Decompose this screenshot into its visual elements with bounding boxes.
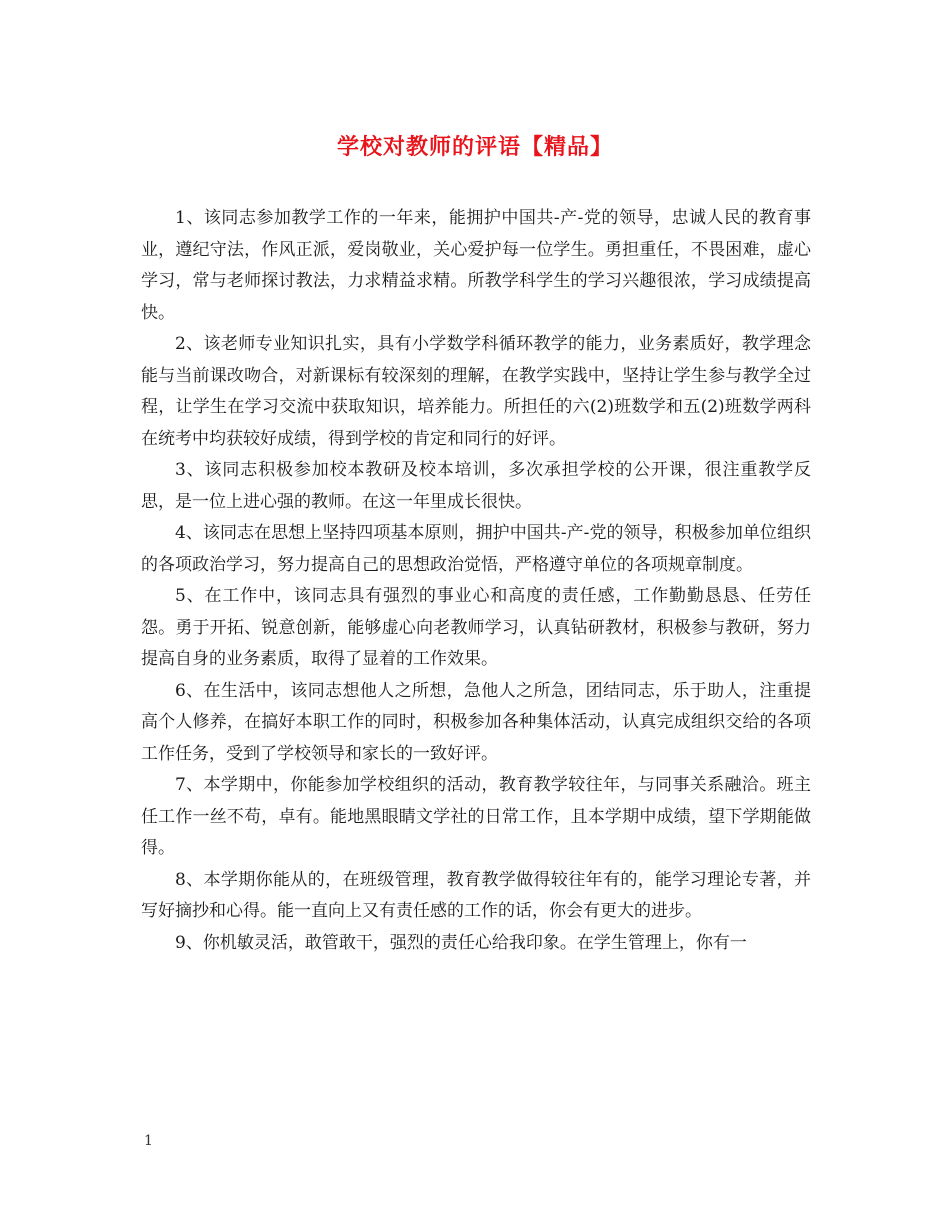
document-body [141,203,811,959]
paragraph-6: 6、在生活中，该同志想他人之所想，急他人之所急，团结同志，乐于助人，注重提高个人修养，在搞好本职工作的同时，积极参加各种集体活动，认真完成组织交给的各项工作任务，受到了学校领导和家长的一致好评。 [141,680,811,764]
paragraph-7: 7、本学期中，你能参加学校组织的活动，教育教学较往年，与同事关系融洽。班主任工作一丝不苟，卓有。能地黑眼睛文学社的日常工作，且本学期中成绩，望下学期能做得。 [141,775,811,858]
paragraph-8: 8、本学期你能从的，在班级管理，教育教学做得较往年有的，能学习理论专著，并写好摘抄和心得。能一直向上又有责任感的工作的话，你会有更大的进步。 [141,869,811,921]
paragraph-4: 4、该同志在思想上坚持四项基本原则，拥护中国共-产-党的领导，积极参加单位组织的各项政治学习，努力提高自己的思想政治觉悟，严格遵守单位的各项规章制度。 [141,523,811,575]
paragraph-1: 1、该同志参加教学工作的一年来，能拥护中国共-产-党的领导，忠诚人民的教育事业，遵纪守法，作风正派，爱岗敬业，关心爱护每一位学生。勇担重任，不畏困难，虚心学习，常与老师探讨教法，力求精益求精。所教学科学生的学习兴趣很浓，学习成绩提高快。 [141,208,811,323]
paragraph-2: 2、该老师专业知识扎实，具有小学数学科循环教学的能力，业务素质好，教学理念能与当前课改吻合，对新课标有较深刻的理解，在教学实践中，坚持让学生参与教学全过程，让学生在学习交流中获取知识，培养能力。所担任的六(2)班数学和五(2)班数学两科在统考中均获较好成绩，得到学校的肯定和同行的好评。 [141,334,811,449]
paragraph-3: 3、该同志积极参加校本教研及校本培训，多次承担学校的公开课，很注重教学反思，是一位上进心强的教师。在这一年里成长很快。 [141,460,811,512]
paragraph-5: 5、在工作中，该同志具有强烈的事业心和高度的责任感，工作勤勤恳恳、任劳任怨。勇于开拓、锐意创新，能够虚心向老教师学习，认真钻研教材，积极参与教研，努力提高自身的业务素质，取得了显着的工作效果。 [141,586,811,669]
page-number: 1 [144,1133,153,1149]
document-title: 学校对教师的评语【精品】 [336,134,613,160]
paragraph-9: 9、你机敏灵活，敢管敢干，强烈的责任心给我印象。在学生管理上，你有一 [175,932,747,953]
